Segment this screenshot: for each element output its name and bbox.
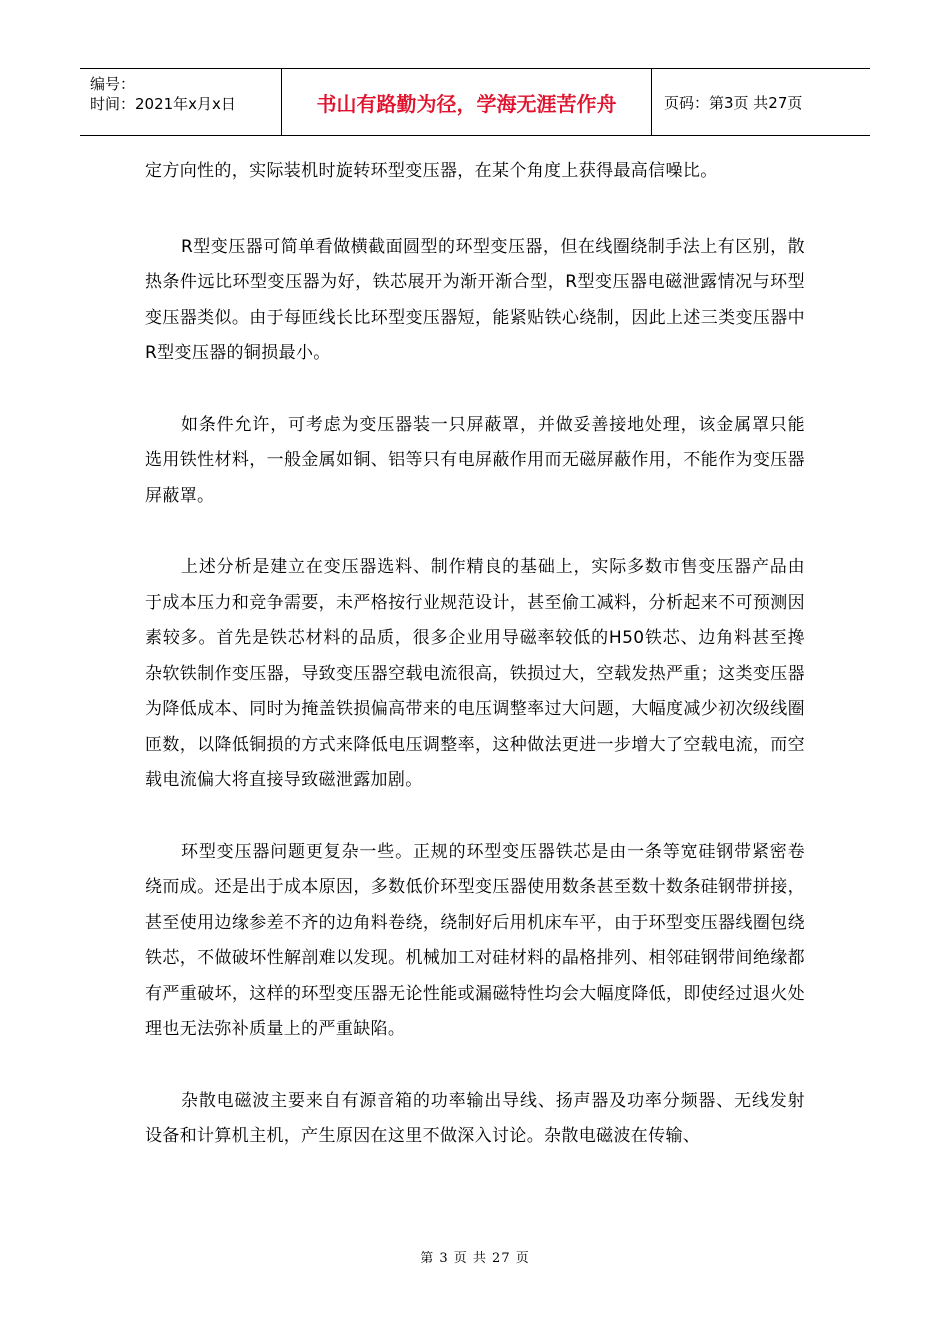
header-page-info: 页码：第3页 共27页 [664, 93, 803, 112]
page-header [80, 68, 870, 136]
time-label: 时间：2021年x月x日 [90, 95, 236, 113]
serial-number-label: 编号： [90, 75, 136, 93]
paragraph-shielding: 如条件允许，可考虑为变压器装一只屏蔽罩，并做妥善接地处理，该金属罩只能选用铁性材料，一般金属如铜、铝等只有电屏蔽作用而无磁屏蔽作用，不能作为变压器屏蔽罩。 [145, 414, 805, 506]
paragraph-stray-em-waves: 杂散电磁波主要来自有源音箱的功率输出导线、扬声器及功率分频器、无线发射设备和计算机主机，产生原因在这里不做深入讨论。杂散电磁波在传输、 [145, 1090, 805, 1146]
paragraph-toroidal-issues: 环型变压器问题更复杂一些。正规的环型变压器铁芯是由一条等宽硅钢带紧密卷绕而成。还是出于成本原因，多数低价环型变压器使用数条甚至数十数条硅钢带拼接，甚至使用边缘参差不齐的边角料卷绕，绕制好后用机床车平，由于环型变压器线圈包绕铁芯，不做破坏性解剖难以发现。机械加工对硅材料的晶格排列、相邻硅钢带间绝缘都有严重破坏，这样的环型变压器无论性能或漏磁特性均会大幅度降低，即使经过退火处理也无法弥补质量上的严重缺陷。 [145, 841, 805, 1039]
header-page-cell [652, 69, 870, 135]
page-footer: 第 3 页 共 27 页 [420, 1251, 530, 1266]
paragraph-material-quality: 上述分析是建立在变压器选料、制作精良的基础上，实际多数市售变压器产品由于成本压力和竞争需要，未严格按行业规范设计，甚至偷工减料，分析起来不可预测因素较多。首先是铁芯材料的品质，很多企业用导磁率较低的H50铁芯、边角料甚至搀杂软铁制作变压器，导致变压器空载电流很高，铁损过大，空载发热严重；这类变压器为降低成本、同时为掩盖铁损偏高带来的电压调整率过大问题，大幅度减少初次级线圈匝数，以降低铜损的方式来降低电压调整率，这种做法更进一步增大了空载电流，而空载电流偏大将直接导致磁泄露加剧。 [145, 557, 805, 790]
document-body [145, 154, 805, 1191]
header-motto: 书山有路勤为径，学海无涯苦作舟 [316, 91, 617, 116]
header-motto-cell [282, 69, 652, 135]
header-meta-cell [80, 69, 282, 135]
paragraph-continuation: 定方向性的，实际装机时旋转环型变压器，在某个角度上获得最高信噪比。 [145, 161, 718, 181]
paragraph-r-type-transformer: R型变压器可简单看做横截面圆型的环型变压器，但在线圈绕制手法上有区别，散热条件远比环型变压器为好，铁芯展开为渐开渐合型，R型变压器电磁泄露情况与环型变压器类似。由于每匝线长比环型变压器短，能紧贴铁心绕制，因此上述三类变压器中R型变压器的铜损最小。 [145, 236, 805, 363]
